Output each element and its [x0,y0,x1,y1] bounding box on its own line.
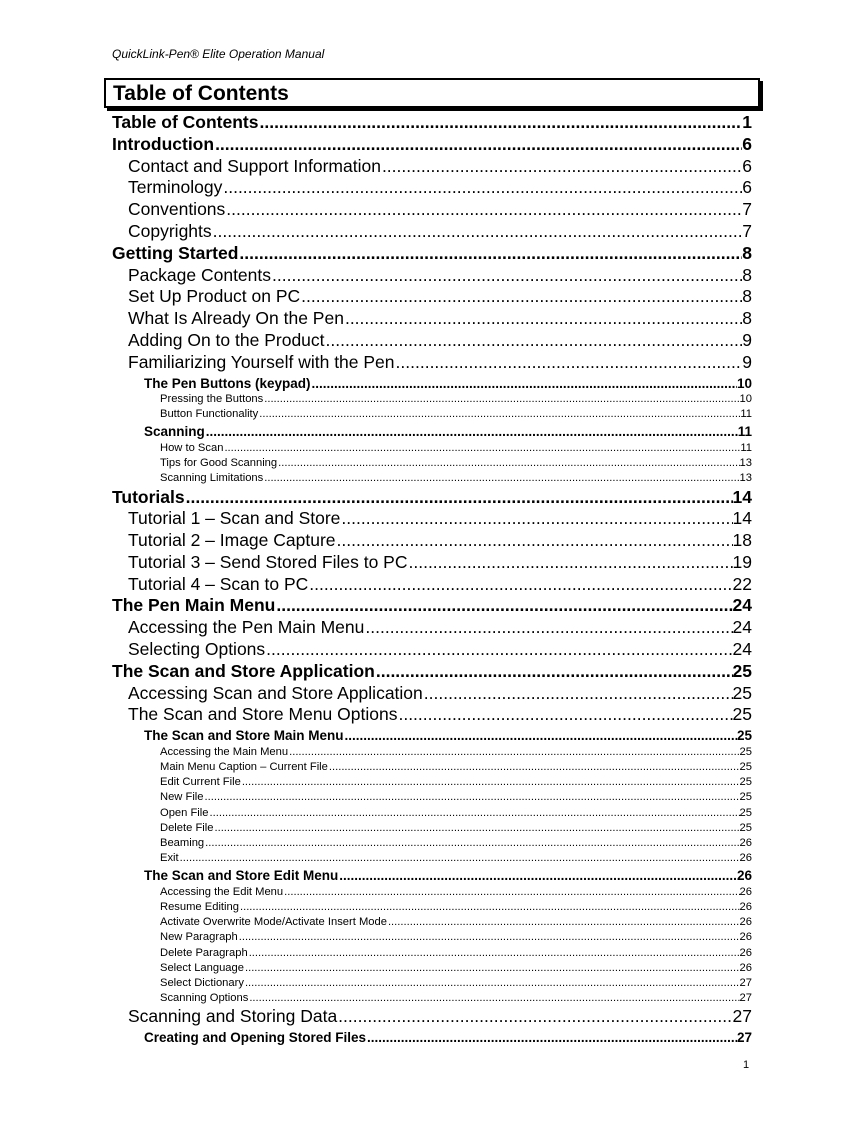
dot-leader [214,134,742,156]
toc-entry-page: 24 [732,595,752,616]
toc-entry-page: 24 [732,639,752,660]
dot-leader [340,508,732,530]
toc-entry[interactable] [112,915,752,930]
toc-entry-title: Beaming [160,836,205,849]
toc-entry-title: Conventions [128,199,226,220]
toc-entry-page: 25 [736,728,752,744]
toc-entry-title: Edit Current File [160,776,241,789]
dot-leader [263,471,739,486]
toc-entry-page: 25 [739,776,752,789]
dot-leader [248,991,739,1006]
toc-entry[interactable] [112,866,752,885]
toc-entry-page: 22 [732,573,752,594]
toc-entry-page: 27 [739,976,752,989]
dot-leader [344,728,737,745]
toc-entry-title: Copyrights [128,220,212,241]
dot-leader [258,407,740,422]
toc-entry-page: 25 [739,760,752,773]
dot-leader [271,265,742,287]
toc-entry-page: 25 [739,806,752,819]
toc-entry-title: Tutorial 2 – Image Capture [128,530,336,551]
toc-entry[interactable] [112,661,752,683]
toc-entry-title: Scanning Options [160,992,249,1005]
dot-leader [387,915,740,930]
dot-leader [337,1006,732,1028]
toc-entry-title: The Scan and Store Main Menu [144,728,344,744]
toc-entry-page: 26 [739,916,752,929]
dot-leader [366,1030,737,1047]
toc-entry[interactable] [112,574,752,596]
toc-entry[interactable] [112,221,752,243]
toc-entry-title: Resume Editing [160,900,239,913]
toc-entry[interactable] [112,134,752,156]
dot-leader [288,745,739,760]
dot-leader [336,530,733,552]
toc-entry-page: 9 [742,351,752,372]
dot-leader [364,617,732,639]
toc-entry-page: 11 [737,424,752,440]
dot-leader [248,946,740,961]
toc-entry[interactable] [112,1006,752,1028]
toc-entry[interactable] [112,745,752,760]
toc-entry[interactable] [112,885,752,900]
toc-entry-title: The Scan and Store Application [112,660,375,681]
toc-entry-page: 19 [732,551,752,572]
toc-entry-page: 11 [740,441,752,454]
toc-entry-page: 25 [739,791,752,804]
toc-entry-title: New File [160,791,204,804]
toc-entry-page: 6 [742,177,752,198]
toc-entry-page: 13 [739,472,752,485]
toc-entry[interactable] [112,806,752,821]
toc-entry[interactable] [112,617,752,639]
dot-leader [238,243,742,265]
toc-entry-page: 13 [739,457,752,470]
toc-entry[interactable] [112,836,752,851]
toc-entry[interactable] [112,946,752,961]
dot-leader [308,574,732,596]
toc-entry-title: Tutorial 1 – Scan and Store [128,508,341,529]
toc-entry[interactable] [112,392,752,407]
toc-entry-page: 26 [739,946,752,959]
toc-entry-page: 26 [739,885,752,898]
toc-entry-title: New Paragraph [160,931,238,944]
toc-entry[interactable] [112,177,752,199]
toc-entry[interactable] [112,961,752,976]
toc-entry-title: Main Menu Caption – Current File [160,760,328,773]
toc-entry[interactable] [112,760,752,775]
toc-entry[interactable] [112,456,752,471]
toc-entry-title: Table of Contents [112,112,259,132]
table-of-contents [112,112,752,1047]
toc-entry[interactable] [112,265,752,287]
dot-leader [225,199,742,221]
toc-entry-title: Set Up Product on PC [128,286,301,307]
toc-entry-page: 7 [742,220,752,241]
toc-entry-title: Tutorials [112,486,185,507]
toc-entry-title: What Is Already On the Pen [128,308,344,329]
toc-entry-title: Accessing the Main Menu [160,745,289,758]
toc-entry[interactable] [112,508,752,530]
toc-entry[interactable] [112,900,752,915]
dot-leader [222,177,742,199]
dot-leader [204,790,740,805]
running-header: QuickLink-Pen® Elite Operation Manual [112,47,325,61]
toc-entry-page: 27 [732,1006,752,1027]
toc-entry-title: Creating and Opening Stored Files [144,1030,367,1046]
toc-entry[interactable] [112,487,752,509]
toc-entry-page: 26 [739,836,752,849]
dot-leader [244,961,740,976]
dot-leader [338,868,737,885]
toc-entry[interactable] [112,851,752,866]
toc-entry-page: 25 [739,821,752,834]
toc-entry-title: Accessing Scan and Store Application [128,682,423,703]
toc-entry-page: 27 [739,992,752,1005]
page-number: 1 [743,1059,750,1071]
toc-entry-page: 7 [742,199,752,220]
toc-entry[interactable] [112,790,752,805]
toc-entry-title: The Pen Buttons (keypad) [144,375,311,391]
toc-entry[interactable] [112,199,752,221]
toc-entry-page: 9 [742,329,752,350]
toc-entry-title: Accessing the Pen Main Menu [128,617,365,638]
toc-entry-title: Select Language [160,961,244,974]
toc-entry-page: 11 [740,408,752,421]
toc-entry-title: Activate Overwrite Mode/Activate Insert Mode [160,916,387,929]
toc-entry[interactable] [112,683,752,705]
toc-entry-title: Delete File [160,821,214,834]
dot-leader [300,286,742,308]
toc-entry-title: Selecting Options [128,639,266,660]
toc-entry-page: 10 [739,393,752,406]
toc-entry-page: 18 [732,530,752,551]
toc-entry[interactable] [112,330,752,352]
dot-leader [423,683,733,705]
dot-leader [311,376,737,393]
dot-leader [408,552,733,574]
toc-entry[interactable] [112,441,752,456]
toc-entry[interactable] [112,1028,752,1047]
toc-entry-title: Contact and Support Information [128,155,381,176]
toc-entry-title: Accessing the Edit Menu [160,885,284,898]
dot-leader [205,424,738,441]
toc-entry[interactable] [112,422,752,441]
dot-leader [265,639,732,661]
toc-entry[interactable] [112,308,752,330]
dot-leader [213,821,739,836]
toc-entry-page: 6 [742,133,752,154]
toc-entry-page: 24 [732,617,752,638]
toc-entry-page: 25 [732,704,752,725]
dot-leader [275,595,732,617]
toc-entry[interactable] [112,821,752,836]
toc-entry-title: Select Dictionary [160,976,244,989]
toc-entry[interactable] [112,112,752,134]
toc-entry-title: How to Scan [160,441,224,454]
dot-leader [277,456,739,471]
dot-leader [328,760,740,775]
dot-leader [238,930,740,945]
toc-entry-page: 27 [736,1030,752,1046]
toc-entry-page: 8 [742,308,752,329]
toc-entry-page: 6 [742,155,752,176]
toc-entry[interactable] [112,352,752,374]
toc-entry-title: Getting Started [112,242,239,263]
toc-entry-title: Tutorial 3 – Send Stored Files to PC [128,551,408,572]
toc-entry[interactable] [112,552,752,574]
dot-leader [204,836,739,851]
dot-leader [258,112,742,134]
dot-leader [244,976,740,991]
toc-entry-page: 25 [739,745,752,758]
dot-leader [325,330,743,352]
toc-entry-page: 8 [742,286,752,307]
dot-leader [223,441,740,456]
toc-entry-page: 10 [736,375,752,391]
dot-leader [212,221,743,243]
toc-entry-title: Pressing the Buttons [160,393,264,406]
toc-entry[interactable] [112,930,752,945]
toc-entry-title: Delete Paragraph [160,946,248,959]
toc-entry-title: Scanning Limitations [160,472,264,485]
toc-entry[interactable] [112,156,752,178]
toc-entry-title: Scanning [144,424,205,440]
toc-entry[interactable] [112,704,752,726]
dot-leader [283,885,739,900]
toc-entry-title: Open File [160,806,209,819]
toc-entry-page: 26 [739,852,752,865]
toc-entry-title: Adding On to the Product [128,329,325,350]
toc-entry-title: Scanning and Storing Data [128,1006,338,1027]
dot-leader [395,352,743,374]
toc-entry-page: 26 [736,868,752,884]
toc-entry-title: Tutorial 4 – Scan to PC [128,573,309,594]
toc-entry-title: Tips for Good Scanning [160,457,278,470]
toc-entry-title: Button Functionality [160,408,259,421]
dot-leader [209,806,740,821]
toc-entry-page: 26 [739,900,752,913]
toc-entry[interactable] [112,976,752,991]
dot-leader [344,308,742,330]
dot-leader [397,704,732,726]
toc-entry[interactable] [112,639,752,661]
toc-entry[interactable] [112,243,752,265]
toc-entry[interactable] [112,471,752,486]
toc-entry-page: 25 [732,660,752,681]
toc-entry-title: Familiarizing Yourself with the Pen [128,351,395,372]
dot-leader [375,661,733,683]
toc-entry[interactable] [112,286,752,308]
toc-entry-page: 26 [739,961,752,974]
toc-entry-title: The Scan and Store Menu Options [128,704,398,725]
dot-leader [239,900,740,915]
toc-entry-title: The Scan and Store Edit Menu [144,868,339,884]
toc-entry[interactable] [112,374,752,393]
dot-leader [185,487,733,509]
toc-entry-title: Exit [160,852,179,865]
toc-entry-title: Terminology [128,177,223,198]
toc-entry[interactable] [112,775,752,790]
toc-entry-page: 26 [739,931,752,944]
toc-entry[interactable] [112,991,752,1006]
toc-entry[interactable] [112,530,752,552]
dot-leader [263,392,739,407]
toc-heading-box [104,78,760,108]
toc-entry-page: 25 [732,682,752,703]
dot-leader [381,156,742,178]
dot-leader [179,851,740,866]
dot-leader [241,775,740,790]
toc-entry-title: Introduction [112,133,215,154]
toc-entry[interactable] [112,726,752,745]
toc-entry-page: 1 [742,112,752,132]
toc-entry[interactable] [112,595,752,617]
toc-heading: Table of Contents [113,82,289,105]
toc-entry-page: 8 [742,264,752,285]
toc-entry-page: 14 [732,486,752,507]
toc-entry-page: 8 [742,242,752,263]
toc-entry-title: The Pen Main Menu [112,595,276,616]
toc-entry-page: 14 [732,508,752,529]
toc-entry-title: Package Contents [128,264,272,285]
toc-entry[interactable] [112,407,752,422]
